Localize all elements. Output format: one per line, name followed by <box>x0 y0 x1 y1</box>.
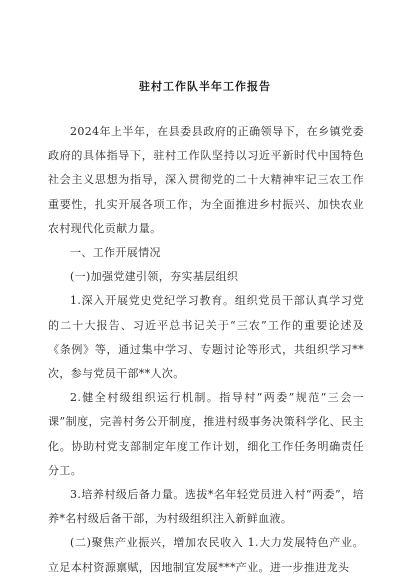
subsection-heading: (一)加强党建引领，夯实基层组织 <box>70 270 239 284</box>
body-paragraph: 1.深入开展党史党纪学习教育。组织党员干部认真学习党的二十大报告、习近平总书记关于“三农”工作的重要论述及《条例》等，通过集中学习、专题讨论等形式，共组织学习**次，参与党员干部**人次。 <box>48 294 364 381</box>
intro-paragraph: 2024年上半年，在县委县政府的正确领导下，在乡镇党委政府的具体指导下，驻村工作队坚持以习近平新时代中国特色社会主义思想为指导，深入贯彻党的二十大精神牢记三农工作重要性，扎实开展各项工作，为全面推进乡村振兴、加快农业农村现代化贡献力量。 <box>48 125 364 235</box>
body-paragraph: 2.健全村级组织运行机制。指导村“两委”规范“三会一课”制度，完善村务公开制度，推进村级事务决策科学化、民主化。协助村党支部制定年度工作计划，细化工作任务明确责任分工。 <box>48 391 364 477</box>
body-paragraph: 3.培养村级后备力量。选拔*名年轻党员进入村“两委”，培养*名村级后备干部，为村级组织注入新鲜血液。 <box>48 488 364 526</box>
document-body <box>48 120 364 580</box>
section-heading: 一、工作开展情况 <box>70 246 161 260</box>
body-paragraph: (二)聚焦产业振兴，增加农民收入 1.大力发展特色产业。立足本村资源禀赋，因地制宜发展***产业。进一步推进龙头 <box>48 536 364 574</box>
document-title: 驻村工作队半年工作报告 <box>139 80 271 93</box>
